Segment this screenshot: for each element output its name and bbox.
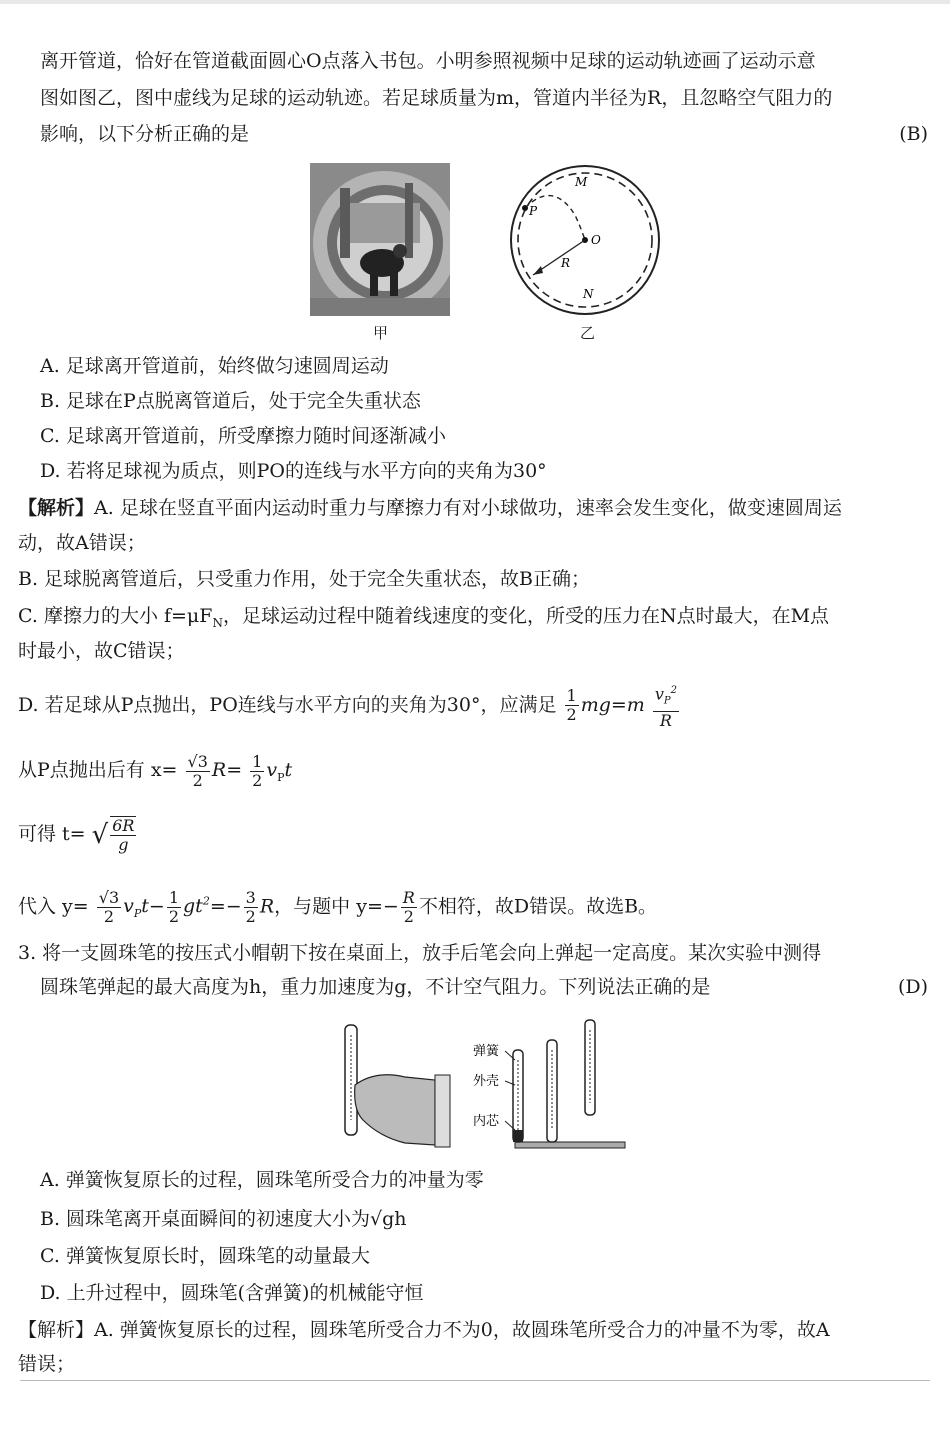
analysis-c-sub: N [212, 615, 223, 630]
q3-option-c: C. 弹簧恢复原长时，圆珠笔的动量最大 [40, 1245, 370, 1267]
frac-vp2-over-r: $\frac{v_P^2}{R}$ [653, 682, 679, 730]
analysis-substitute-line: 代入 y= $\frac{√3}{2}$ $v_Pt-$ $\frac{1}{2}$ $gt^2=-$ $\frac{3}{2}$ R，与题中 y=− $\frac{R}{2}$ 不相符，故D错误。故选B。 [18, 887, 658, 926]
figure-pen-experiment [335, 1015, 630, 1155]
analysis-get-t-line: 可得 t= √ $\frac{6R}{g}$ [18, 816, 135, 854]
from-p-sub: P [277, 770, 285, 784]
q3-analysis-line-1: 【解析】A. 弹簧恢复原长的过程，圆珠笔所受合力不为0，故圆珠笔所受合力的冲量不为零，故A [18, 1319, 830, 1341]
analysis-c-rest: ，足球运动过程中随着线速度的变化，所受的压力在N点时最大，在M点 [222, 605, 830, 627]
q2-stem-line-2: 图如图乙，图中虚线为足球的运动轨迹。若足球质量为m，管道内半径为R，且忽略空气阻力的 [40, 87, 833, 109]
sub-prefix: 代入 y= [18, 895, 89, 918]
get-t-prefix: 可得 t= [18, 823, 86, 845]
q2-answer: (B) [899, 123, 928, 145]
figure-jia-photo [310, 163, 450, 316]
bottom-rule [20, 1380, 930, 1381]
from-p-prefix: 从P点抛出后有 x= [18, 759, 178, 781]
q2-stem-line-3: 影响，以下分析正确的是 [40, 123, 250, 145]
label-O: O [591, 233, 601, 247]
analysis-b-line: B. 足球脱离管道后，只受重力作用，处于完全失重状态，故B正确； [18, 568, 591, 590]
analysis-c-line-1 [18, 603, 829, 636]
top-border [0, 0, 950, 4]
sub-tail: 不相符，故D错误。故选B。 [418, 895, 658, 918]
frac-one-half: $\frac{1}{2}$ [566, 686, 577, 725]
analysis-tag: 【解析】 [18, 497, 95, 519]
q2-option-d: D. 若将足球视为质点，则PO的连线与水平方向的夹角为30° [40, 460, 547, 482]
label-core: 内芯 [473, 1114, 500, 1129]
frac-one-half-3: $\frac{1}{2}$ [168, 887, 180, 926]
q3-option-b: B. 圆珠笔离开桌面瞬间的初速度大小为√gh [40, 1208, 407, 1230]
q2-option-b: B. 足球在P点脱离管道后，处于完全失重状态 [40, 390, 421, 412]
analysis-a-line-2: 动，故A错误； [18, 532, 146, 554]
frac-one-half-2: $\frac{1}{2}$ [252, 751, 263, 790]
q3-option-d: D. 上升过程中，圆珠笔(含弹簧)的机械能守恒 [40, 1282, 424, 1304]
label-R: R [561, 256, 571, 270]
q2-stem-line-1: 离开管道，恰好在管道截面圆心O点落入书包。小明参照视频中足球的运动轨迹画了运动示意 [40, 50, 816, 72]
q3-stem-line-2: 圆珠笔弹起的最大高度为h，重力加速度为g，不计空气阻力。下列说法正确的是 [40, 976, 711, 998]
q2-option-a: A. 足球离开管道前，始终做匀速圆周运动 [40, 355, 389, 377]
figure-yi-caption: 乙 [580, 324, 596, 342]
frac-3-over-2: $\frac{3}{2}$ [245, 887, 256, 926]
q2-option-c: C. 足球离开管道前，所受摩擦力随时间逐渐减小 [40, 425, 446, 447]
q3-analysis-line-2: 错误； [18, 1353, 76, 1375]
label-M: M [575, 175, 588, 189]
analysis-from-p-line [18, 748, 292, 800]
label-P: P [529, 204, 538, 218]
analysis-d-eq: mg=m [580, 693, 645, 716]
analysis-a-text: A. 足球在竖直平面内运动时重力与摩擦力有对小球做功，速率会发生变化，做变速圆周运 [94, 497, 842, 519]
figure-yi-diagram [503, 160, 673, 320]
frac-sqrt3-over-2: $\frac{√3}{2}$ [187, 751, 208, 790]
from-p-mid: R= [211, 759, 243, 781]
figure-jia-caption: 甲 [373, 324, 389, 342]
analysis-d-text: D. 若足球从P点抛出，PO连线与水平方向的夹角为30°，应满足 [18, 693, 557, 716]
analysis-c-text: C. 摩擦力的大小 f=μF [18, 605, 213, 627]
label-shell: 外壳 [473, 1074, 500, 1089]
analysis-c-line-2: 时最小，故C错误； [18, 640, 185, 662]
from-p-t: t [284, 759, 293, 781]
frac-sqrt3-over-2-b: $\frac{√3}{2}$ [98, 887, 120, 926]
sub-rest: ，与题中 y=− [274, 895, 399, 918]
label-N: N [583, 287, 594, 301]
analysis-a-line-1 [18, 495, 842, 521]
q3-stem-line-1: 3. 将一支圆珠笔的按压式小帽朝下按在桌面上，放手后笔会向上弹起一定高度。某次实验中测得 [18, 942, 822, 964]
frac-6r-over-g: $\frac{6R}{g}$ [112, 816, 135, 854]
q3-answer: (D) [897, 976, 928, 998]
label-spring: 弹簧 [473, 1044, 500, 1059]
q3-option-a: A. 弹簧恢复原长的过程，圆珠笔所受合力的冲量为零 [40, 1169, 484, 1191]
from-p-v: v [266, 759, 278, 781]
analysis-d-line [18, 682, 681, 730]
frac-r-over-2: $\frac{R}{2}$ [402, 887, 415, 926]
